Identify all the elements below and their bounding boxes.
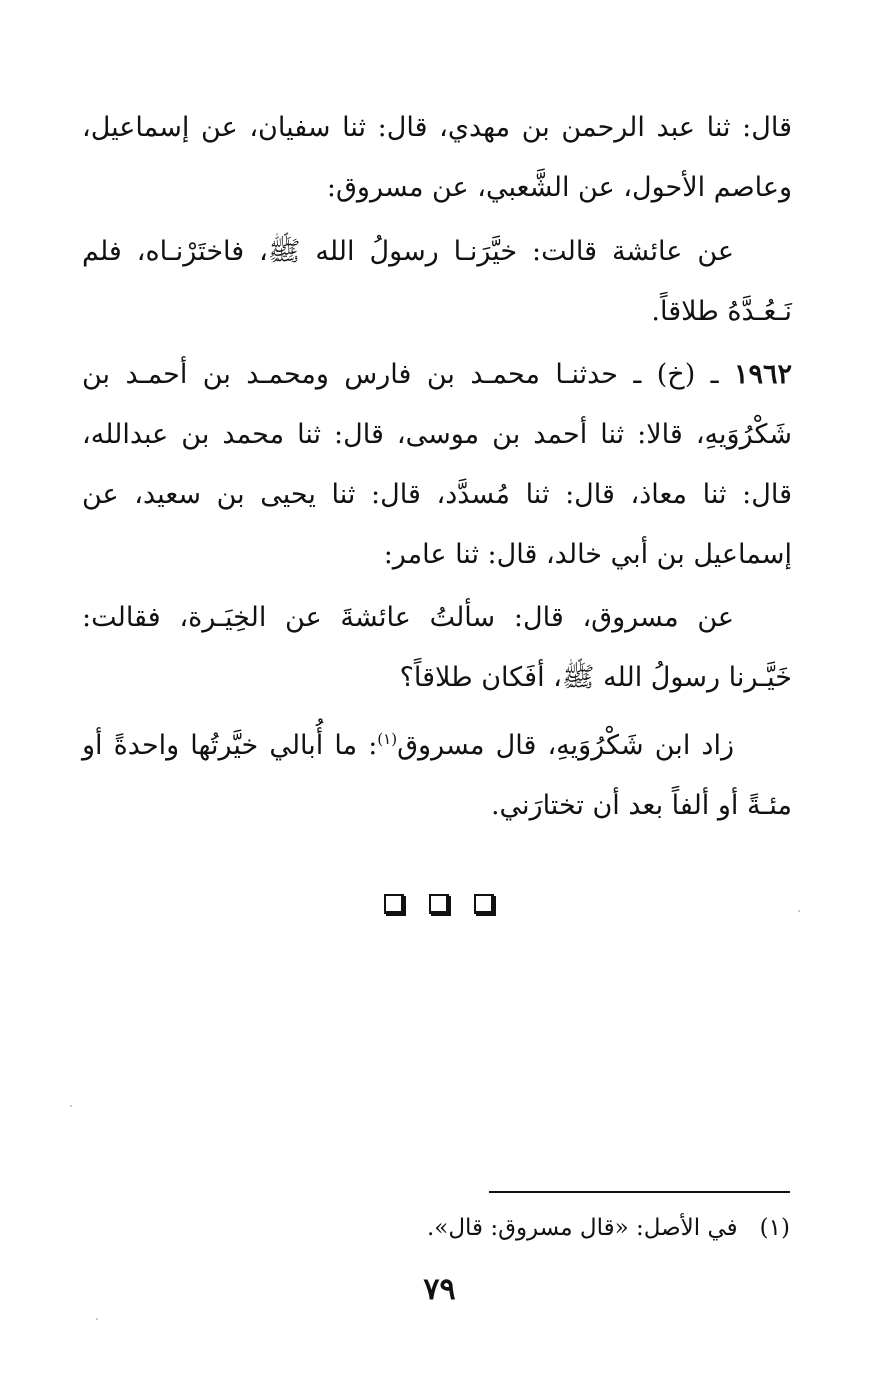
ornament-square-icon	[384, 894, 404, 914]
paragraph-addition	[82, 709, 792, 836]
scan-speck	[798, 910, 800, 912]
page-number: ٧٩	[423, 1272, 456, 1307]
footnote-reference[interactable]: (١)	[377, 730, 398, 748]
section-ornament	[384, 890, 494, 918]
footnote-divider	[489, 1191, 790, 1193]
paragraph-hadith-1962	[82, 345, 792, 585]
paragraph-masruq-question: عن مسروق، قال: سألتُ عائشةَ عن الخِيَـرة، فقالت: خَيَّـرنا رسولُ الله ﷺ، أفَكان طلاقاً؟	[82, 602, 792, 693]
ornament-square-icon	[474, 894, 494, 914]
paragraph-hadith-aisha: عن عائشة قالت: خيَّرَنـا رسولُ الله ﷺ، فاختَرْنـاه، فلم نَـعُـدَّهُ طلاقاً.	[82, 236, 792, 327]
hadith-isnad-text: ـ (خ) ـ حدثنـا محمـد بن فارس ومحمـد بن أحمـد بن شَكْرُوَيهِ، قالا: ثنا أحمد بن موسى، قال: ثنا محمد بن عبدالله، قال: ثنا معاذ، قال: ثنا مُسدَّد، قال: ثنا يحيى بن سعيد، عن إسماعيل بن أبي خالد، قال: ثنا عامر:	[82, 359, 792, 570]
footnote	[427, 1208, 790, 1248]
hadith-number: ١٩٦٢	[733, 359, 792, 390]
footnote-text: في الأصل: «قال مسروق: قال».	[426, 1215, 738, 1241]
footnote-number: (١)	[759, 1215, 790, 1241]
paragraph-isnad-opening: قال: ثنا عبد الرحمن بن مهدي، قال: ثنا سفيان، عن إسماعيل، وعاصم الأحول، عن الشَّعبي، عن مسروق:	[82, 112, 792, 203]
scan-speck	[70, 1105, 72, 1107]
ornament-square-icon	[429, 894, 449, 914]
scan-speck	[96, 1318, 98, 1320]
addition-text-end: : ما أُبالي خيَّرتُها واحدةً أو مئـةً أو ألفاً بعد أن تختارَني.	[82, 730, 792, 821]
addition-text-start: زاد ابن شَكْرُوَيهِ، قال مسروق	[397, 730, 734, 761]
